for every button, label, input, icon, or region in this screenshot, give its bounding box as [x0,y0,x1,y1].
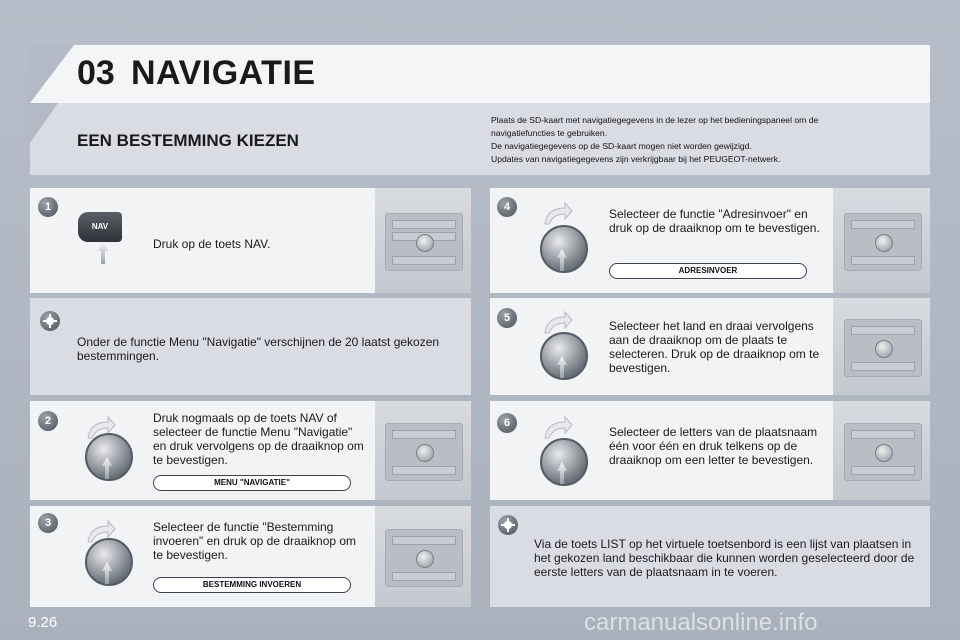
step-3-text: Selecteer de functie "Bestemming invoeren" en druk op de draaiknop om te bevestigen. [153,520,357,562]
step-2-photo [375,401,471,500]
page-title: NAVIGATIE [131,54,316,92]
step-1-text: Druk op de toets NAV. [153,237,271,251]
chapter-number: 03 [77,54,115,92]
unit-row [392,256,456,265]
step-5-text: Selecteer het land en draai vervolgens aan de draaiknop om de plaats te selecteren. Druk op de draaiknop om te bevestigen. [609,319,820,375]
step-5-badge: 5 [497,308,517,328]
unit-row [392,220,456,229]
nav-key-icon: NAV [78,212,122,242]
unit-row [851,362,915,371]
step-4-text: Selecteer de functie "Adresinvoer" en druk op de draaiknop om te bevestigen. [609,207,820,235]
unit-row [851,220,915,229]
intro-line: Plaats de SD-kaart met navigatiegegevens in de lezer op het bedieningspaneel om de [491,115,819,125]
section-title: EEN BESTEMMING KIEZEN [77,131,299,150]
control-panel-image [844,423,922,481]
control-panel-image [844,213,922,271]
section-corner [30,103,58,143]
intro-line: navigatiefuncties te gebruiken. [491,128,608,138]
step-2-badge: 2 [38,411,58,431]
unit-knob [875,340,893,358]
unit-knob [416,234,434,252]
page-number: 9.26 [28,614,58,631]
unit-row [392,572,456,581]
intro-text [491,114,911,166]
unit-knob [875,444,893,462]
unit-row [392,536,456,545]
tip-2-text: Via de toets LIST op het virtuele toetsenbord is een lijst van plaatsen in het gekozen land beschikbaar die kunnen worden geselecteerd door de eerste letters van de plaatsnaam in te voeren. [534,537,915,579]
step-3-badge: 3 [38,513,58,533]
step-1-badge: 1 [38,197,58,217]
step-6-badge: 6 [497,413,517,433]
unit-row [851,466,915,475]
control-panel-image [385,213,463,271]
unit-row [392,466,456,475]
watermark: carmanualsonline.info [584,609,818,636]
step-4-badge: 4 [497,197,517,217]
unit-knob [416,550,434,568]
step-5-photo [833,298,930,395]
step-4-photo [833,188,930,293]
intro-line: De navigatiegegevens op de SD-kaart mogen niet worden gewijzigd. [491,141,752,151]
intro-line: Updates van navigatiegegevens zijn verkrijgbaar bij het PEUGEOT-netwerk. [491,154,781,164]
step-6-photo [833,401,930,500]
step-6-text: Selecteer de letters van de plaatsnaam één voor één en druk telkens op de draaiknop om een letter te bevestigen. [609,425,818,467]
step-3-photo [375,506,471,607]
step-2-text: Druk nogmaals op de toets NAV of selecteer de functie Menu "Navigatie" en druk vervolgens op de draaiknop om te bevestigen. [153,411,364,467]
unit-knob [875,234,893,252]
unit-row [851,430,915,439]
unit-row [851,256,915,265]
control-panel-image [385,529,463,587]
menu-navigatie-label: MENU "NAVIGATIE" [153,475,351,491]
header-corner [30,45,74,103]
unit-knob [416,444,434,462]
control-panel-image [844,319,922,377]
unit-row [851,326,915,335]
tip-1-text: Onder de functie Menu "Navigatie" verschijnen de 20 laatst gekozen bestemmingen. [77,335,440,363]
bestemming-invoeren-label: BESTEMMING INVOEREN [153,577,351,593]
lightbulb-icon [40,311,60,331]
unit-row [392,430,456,439]
adresinvoer-label: ADRESINVOER [609,263,807,279]
step-1-photo [375,188,471,293]
control-panel-image [385,423,463,481]
lightbulb-icon [498,515,518,535]
